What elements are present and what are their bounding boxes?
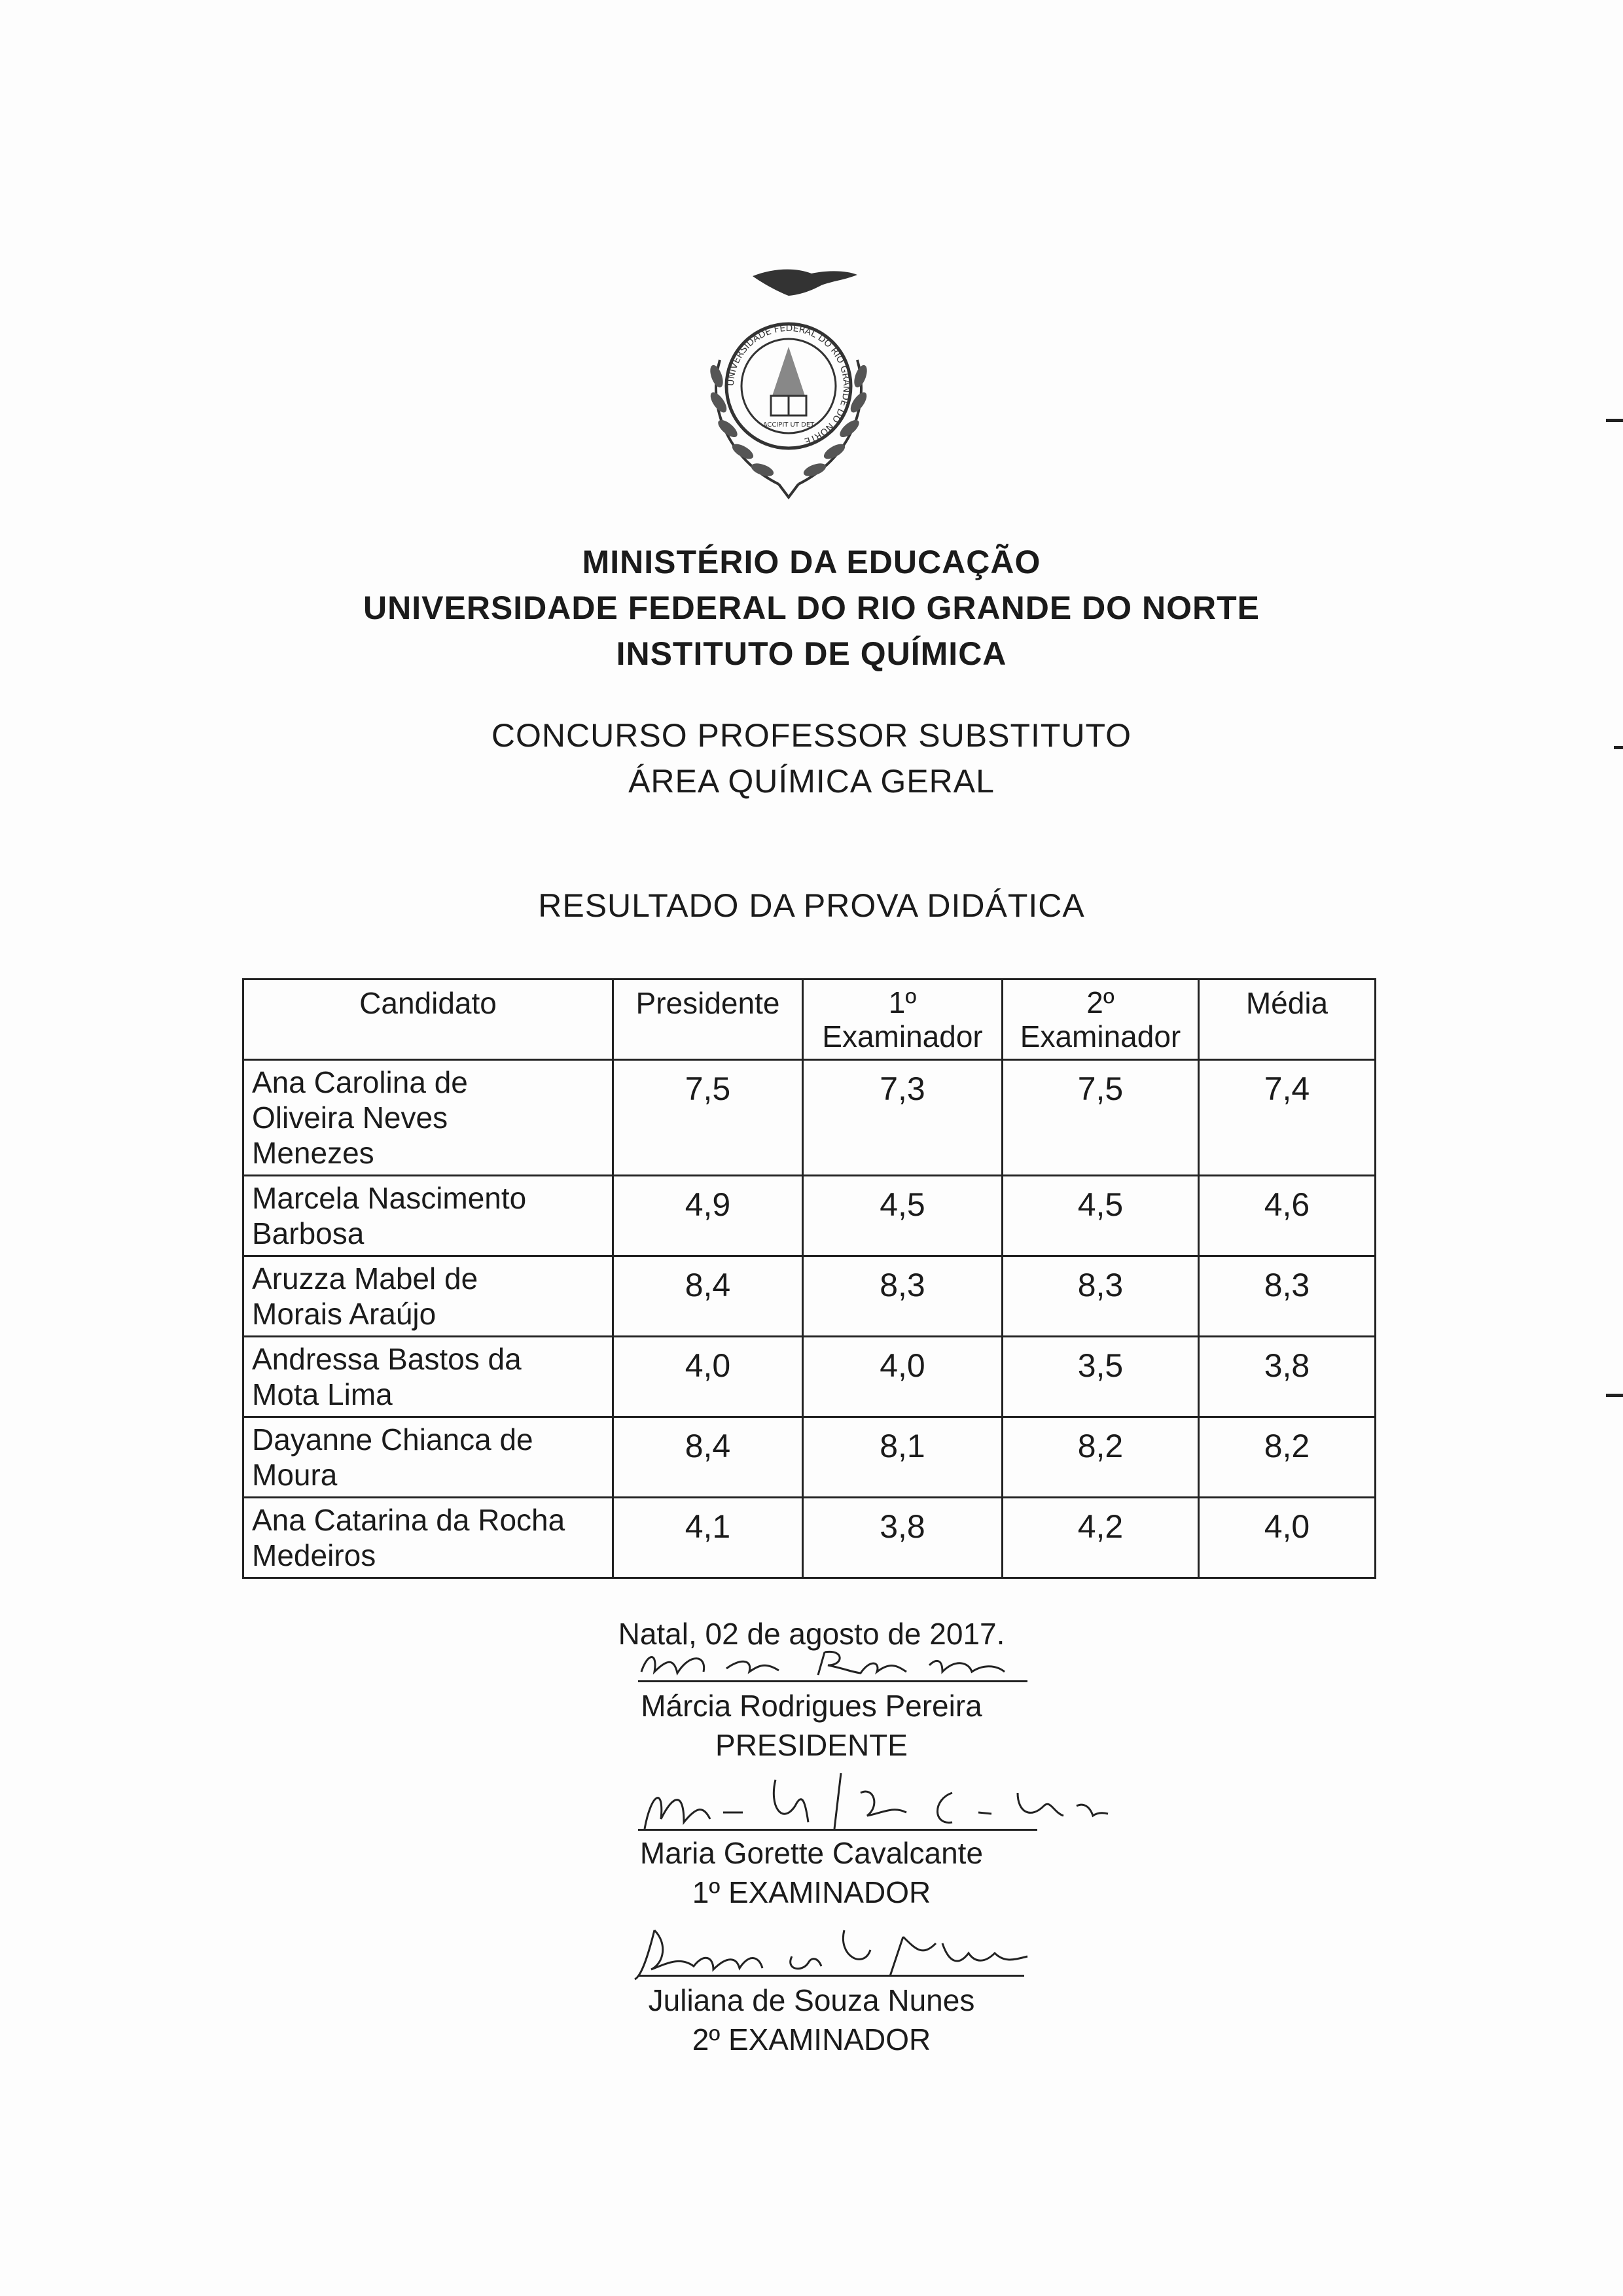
president-signature-icon	[628, 1639, 1034, 1685]
average-score: 7,4	[1199, 1060, 1376, 1176]
header-examiner1	[803, 980, 1003, 1060]
candidate-name	[243, 1176, 613, 1256]
examiner2-score: 7,5	[1003, 1060, 1199, 1176]
result-title: RESULTADO DA PROVA DIDÁTICA	[538, 887, 1085, 924]
table-row	[243, 1176, 1376, 1256]
examiner1-score: 8,1	[803, 1417, 1003, 1498]
candidate-name	[243, 1060, 613, 1176]
header-examiner2-line2: Examinador	[1020, 1019, 1181, 1053]
table-row	[243, 1337, 1376, 1417]
margin-mark	[1606, 419, 1623, 422]
candidate-name-line: Mota Lima	[252, 1377, 393, 1411]
results-table	[242, 978, 1376, 1579]
candidate-name-line: Morais Araújo	[252, 1297, 437, 1331]
candidate-name	[243, 1417, 613, 1498]
average-score: 8,2	[1199, 1417, 1376, 1498]
place-date: Natal, 02 de agosto de 2017.	[618, 1617, 1005, 1651]
examiner2-score: 4,5	[1003, 1176, 1199, 1256]
svg-text:UNIVERSIDADE FEDERAL DO RIO GR: UNIVERSIDADE FEDERAL DO RIO GRANDE DO NORTE	[725, 323, 852, 447]
header-examiner1-line2: Examinador	[822, 1019, 983, 1053]
candidate-name	[243, 1256, 613, 1337]
candidate-name-line: Aruzza Mabel de	[252, 1262, 478, 1296]
examiner1-score: 4,5	[803, 1176, 1003, 1256]
header-examiner1-line1: 1º	[888, 985, 917, 1019]
president-score: 8,4	[613, 1417, 803, 1498]
ministry-heading: MINISTÉRIO DA EDUCAÇÃO	[582, 544, 1041, 580]
table-row	[243, 1417, 1376, 1498]
examiner2-score: 3,5	[1003, 1337, 1199, 1417]
svg-text:ACCIPIT UT DET: ACCIPIT UT DET	[762, 421, 815, 429]
examiner1-name: Maria Gorette Cavalcante	[639, 1836, 984, 1870]
table-row	[243, 1256, 1376, 1337]
table-header-row	[243, 980, 1376, 1060]
header-average: Média	[1199, 980, 1376, 1060]
candidate-name-line: Dayanne Chianca de	[252, 1422, 533, 1457]
examiner2-score: 8,2	[1003, 1417, 1199, 1498]
header-examiner2-line1: 2º	[1086, 985, 1115, 1019]
examiner1-score: 4,0	[803, 1337, 1003, 1417]
candidate-name-line: Ana Carolina de	[252, 1065, 468, 1099]
president-score: 7,5	[613, 1060, 803, 1176]
margin-mark	[1606, 1394, 1623, 1397]
contest-title: CONCURSO PROFESSOR SUBSTITUTO	[491, 717, 1132, 754]
president-signature-line	[638, 1680, 1027, 1682]
candidate-name	[243, 1337, 613, 1417]
examiner2-role: 2º EXAMINADOR	[692, 2022, 931, 2057]
examiner1-score: 3,8	[803, 1498, 1003, 1578]
examiner2-score: 8,3	[1003, 1256, 1199, 1337]
average-score: 3,8	[1199, 1337, 1376, 1417]
table-row	[243, 1060, 1376, 1176]
university-heading: UNIVERSIDADE FEDERAL DO RIO GRANDE DO NORTE	[363, 590, 1260, 626]
president-role: PRESIDENTE	[715, 1728, 908, 1762]
examiner1-score: 7,3	[803, 1060, 1003, 1176]
header-examiner2	[1003, 980, 1199, 1060]
examiner1-signature-line	[638, 1829, 1037, 1831]
examiner2-score: 4,2	[1003, 1498, 1199, 1578]
table-row	[243, 1498, 1376, 1578]
header-president: Presidente	[613, 980, 803, 1060]
examiner2-signature-line	[638, 1975, 1024, 1977]
candidate-name-line: Medeiros	[252, 1538, 376, 1572]
candidate-name-line: Menezes	[252, 1136, 374, 1170]
president-name: Márcia Rodrigues Pereira	[641, 1689, 982, 1723]
president-score: 8,4	[613, 1256, 803, 1337]
header-candidate: Candidato	[243, 980, 613, 1060]
candidate-name-line: Ana Catarina da Rocha	[252, 1503, 565, 1537]
examiner1-role: 1º EXAMINADOR	[692, 1875, 931, 1909]
examiner1-signature-icon	[625, 1767, 1109, 1839]
president-score: 4,9	[613, 1176, 803, 1256]
examiner2-name: Juliana de Souza Nunes	[648, 1983, 975, 2017]
contest-area: ÁREA QUÍMICA GERAL	[628, 763, 995, 800]
president-score: 4,1	[613, 1498, 803, 1578]
candidate-name-line: Moura	[252, 1458, 338, 1492]
average-score: 4,6	[1199, 1176, 1376, 1256]
institute-heading: INSTITUTO DE QUÍMICA	[616, 635, 1007, 672]
examiner2-signature-icon	[628, 1917, 1047, 1983]
average-score: 4,0	[1199, 1498, 1376, 1578]
candidate-name-line: Andressa Bastos da	[252, 1342, 522, 1376]
margin-mark	[1614, 746, 1623, 749]
university-seal-icon	[681, 262, 897, 510]
candidate-name-line: Barbosa	[252, 1216, 365, 1250]
average-score: 8,3	[1199, 1256, 1376, 1337]
examiner1-score: 8,3	[803, 1256, 1003, 1337]
candidate-name-line: Marcela Nascimento	[252, 1181, 527, 1215]
candidate-name	[243, 1498, 613, 1578]
president-score: 4,0	[613, 1337, 803, 1417]
candidate-name-line: Oliveira Neves	[252, 1101, 448, 1135]
